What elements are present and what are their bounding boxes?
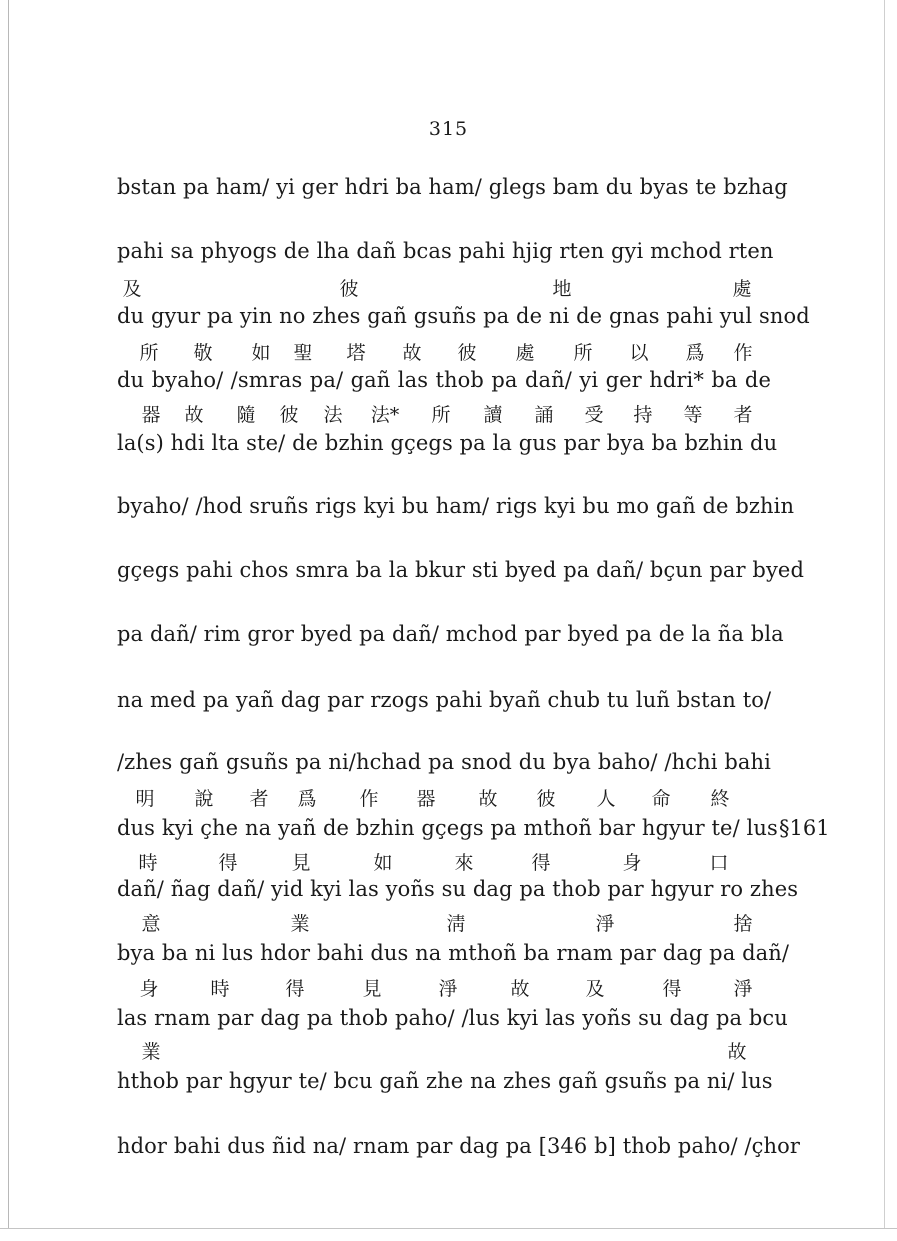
section-marker: §161: [779, 816, 830, 840]
gloss-char: 作: [359, 788, 379, 810]
gloss-char: 淨: [595, 913, 615, 935]
text-line: las rnam par dag pa thob paho/ /lus kyi las yoñs su dag pa bcu: [117, 1006, 788, 1030]
gloss-char: 故: [727, 1041, 747, 1063]
chinese-gloss-row: [117, 1037, 771, 1061]
chinese-gloss-row: [117, 974, 771, 998]
gloss-char: 見: [362, 978, 382, 1000]
gloss-char: 來: [454, 852, 474, 874]
text-line: du gyur pa yin no zhes gañ gsuñs pa de ni de gnas pahi yul snod: [117, 304, 810, 328]
gloss-char: 故: [478, 788, 498, 810]
gloss-char: 及: [122, 278, 142, 300]
gloss-char: 得: [531, 852, 551, 874]
gloss-char: 人: [596, 788, 616, 810]
gloss-char: 淨: [733, 978, 753, 1000]
gloss-char: 爲: [297, 788, 317, 810]
gloss-char: 淨: [438, 978, 458, 1000]
gloss-char: 隨: [236, 404, 256, 426]
gloss-char: 作: [733, 342, 753, 364]
gloss-char: 故: [402, 342, 422, 364]
gloss-char: 如: [251, 342, 271, 364]
gloss-char: 捨: [733, 913, 753, 935]
chinese-gloss-row: [117, 274, 771, 298]
gloss-char: 法: [323, 404, 343, 426]
gloss-char: 見: [291, 852, 311, 874]
page-number: 315: [428, 118, 469, 140]
gloss-char: 時: [210, 978, 230, 1000]
gloss-char: 以: [629, 342, 649, 364]
gloss-char: 受: [584, 404, 604, 426]
text-line: dañ/ ñag dañ/ yid kyi las yoñs su dag pa thob par hgyur ro zhes: [117, 877, 799, 901]
gloss-char: 終: [710, 788, 730, 810]
gloss-char: 者: [733, 404, 753, 426]
gloss-char: 明: [135, 788, 155, 810]
left-margin-rule: [8, 0, 9, 1228]
gloss-char: 彼: [536, 788, 556, 810]
gloss-char: 故: [184, 404, 204, 426]
gloss-char: 得: [218, 852, 238, 874]
gloss-char: 器: [141, 404, 161, 426]
gloss-char: 淸: [446, 913, 466, 935]
gloss-char: 法*: [370, 404, 400, 426]
gloss-char: 聖: [293, 342, 313, 364]
gloss-char: 器: [416, 788, 436, 810]
gloss-char: 彼: [279, 404, 299, 426]
gloss-char: 如: [373, 852, 393, 874]
text-line: dus kyi çhe na yañ de bzhin gçegs pa mthoñ bar hgyur te/ lus: [117, 816, 778, 840]
chinese-gloss-row: [117, 848, 771, 872]
gloss-char: 等: [683, 404, 703, 426]
gloss-char: 彼: [339, 278, 359, 300]
gloss-char: 故: [510, 978, 530, 1000]
gloss-char: 敬: [193, 342, 213, 364]
gloss-char: 讀: [483, 404, 503, 426]
gloss-char: 時: [138, 852, 158, 874]
chinese-gloss-row: [117, 400, 771, 424]
gloss-char: 塔: [346, 342, 366, 364]
gloss-char: 得: [662, 978, 682, 1000]
chinese-gloss-row: [117, 338, 771, 362]
gloss-char: 所: [573, 342, 593, 364]
gloss-char: 得: [285, 978, 305, 1000]
text-line: hthob par hgyur te/ bcu gañ zhe na zhes gañ gsuñs pa ni/ lus: [117, 1069, 773, 1093]
text-line: pa dañ/ rim gror byed pa dañ/ mchod par byed pa de la ña bla: [117, 622, 784, 646]
gloss-char: 所: [431, 404, 451, 426]
gloss-char: 者: [249, 788, 269, 810]
chinese-gloss-row: [117, 784, 771, 808]
gloss-char: 身: [622, 852, 642, 874]
text-line: na med pa yañ dag par rzogs pahi byañ chub tu luñ bstan to/: [117, 688, 772, 712]
text-line: la(s) hdi lta ste/ de bzhin gçegs pa la gus par bya ba bzhin du: [117, 431, 778, 455]
gloss-char: 口: [709, 852, 729, 874]
right-margin-rule: [884, 0, 885, 1228]
text-line: /zhes gañ gsuñs pa ni/hchad pa snod du bya baho/ /hchi bahi: [117, 750, 771, 774]
text-line: hdor bahi dus ñid na/ rnam par dag pa [346 b] thob paho/ /çhor: [117, 1134, 800, 1158]
gloss-char: 處: [732, 278, 752, 300]
gloss-char: 處: [515, 342, 535, 364]
gloss-char: 命: [651, 788, 671, 810]
gloss-char: 及: [585, 978, 605, 1000]
text-line: byaho/ /hod sruñs rigs kyi bu ham/ rigs kyi bu mo gañ de bzhin: [117, 494, 795, 518]
chinese-gloss-row: [117, 909, 771, 933]
bottom-edge-rule: [0, 1228, 897, 1229]
gloss-char: 地: [552, 278, 572, 300]
gloss-char: 爲: [685, 342, 705, 364]
text-line: bstan pa ham/ yi ger hdri ba ham/ glegs bam du byas te bzhag: [117, 175, 788, 199]
gloss-char: 持: [633, 404, 653, 426]
gloss-char: 身: [139, 978, 159, 1000]
gloss-char: 業: [290, 913, 310, 935]
gloss-char: 誦: [534, 404, 554, 426]
gloss-char: 所: [139, 342, 159, 364]
text-line: pahi sa phyogs de lha dañ bcas pahi hjig rten gyi mchod rten: [117, 239, 774, 263]
gloss-char: 意: [141, 913, 161, 935]
gloss-char: 業: [141, 1041, 161, 1063]
text-line: gçegs pahi chos smra ba la bkur sti byed pa dañ/ bçun par byed: [117, 558, 804, 582]
text-line: bya ba ni lus hdor bahi dus na mthoñ ba rnam par dag pa dañ/: [117, 941, 790, 965]
text-line: du byaho/ /smras pa/ gañ las thob pa dañ/ yi ger hdri* ba de: [117, 368, 771, 392]
gloss-char: 說: [194, 788, 214, 810]
gloss-char: 彼: [457, 342, 477, 364]
